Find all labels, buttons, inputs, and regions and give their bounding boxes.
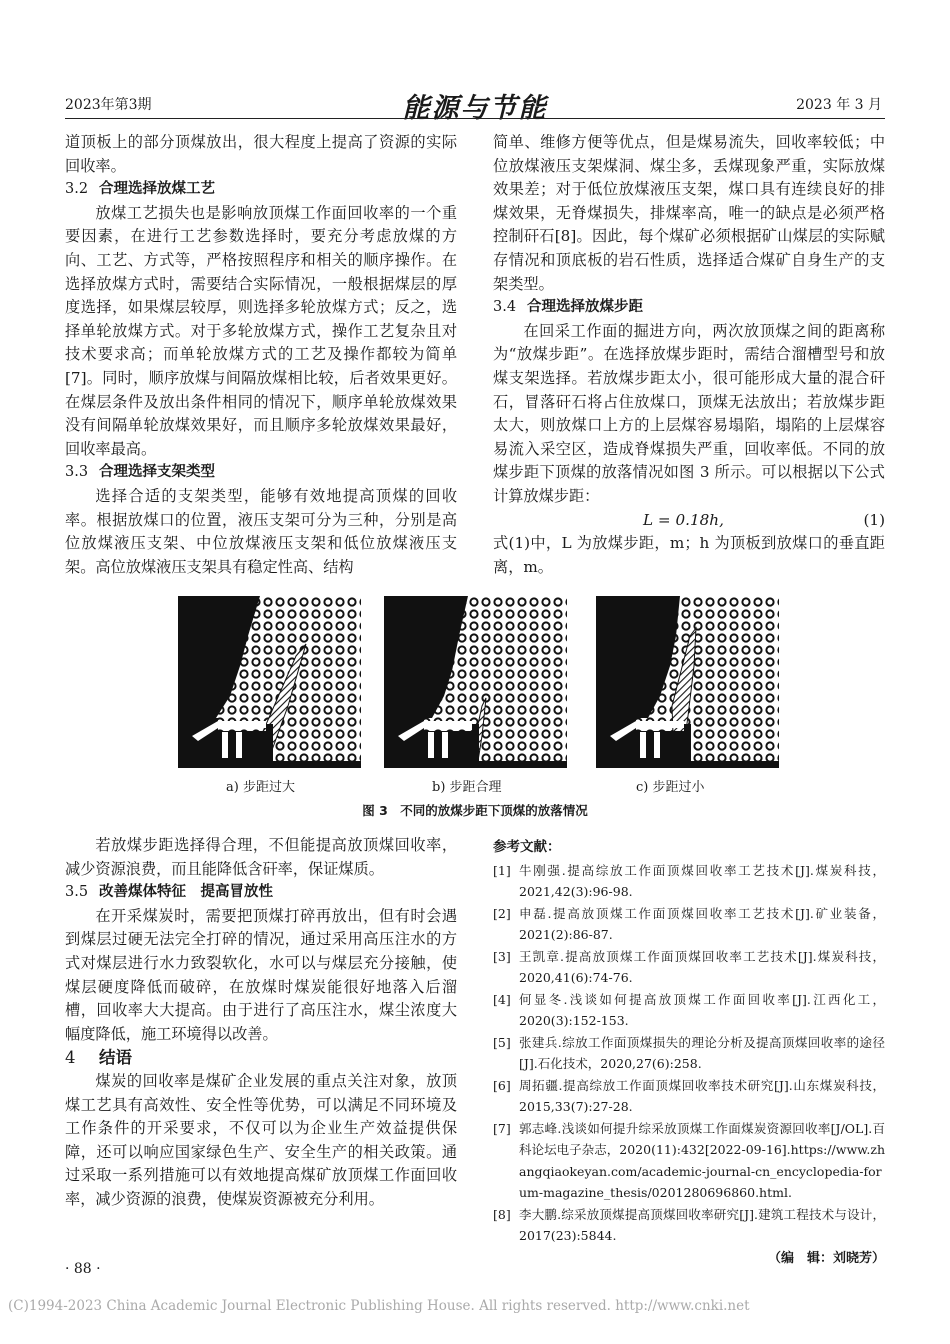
section-heading-4: 4 结语 xyxy=(65,1048,132,1068)
reference-item: [7] 郭志峰.浅谈如何提升综采放顶煤工作面煤炭资源回收率[J/OL].百科论坛电子杂志，2020(11):432[2022-09-16].https://www.zhangqiaokeyan.com/academic-journal-cn_encyclopedia-forum-magazine_thesis/0201280696860.html. xyxy=(493,1120,885,1201)
left-column-bottom xyxy=(65,834,457,1212)
paragraph: 放煤工艺损失也是影响放顶煤工作面回收率的一个重要因素，在进行工艺参数选择时，要充分考虑放煤的方向、工艺、方式等，严格按照程序和相关的顺序操作。在选择放煤方式时，需要结合实际情况，一般根据煤层的厚度选择，如果煤层较厚，则选择多轮放煤方式；反之，选择单轮放煤方式。对于多轮放煤方式，操作工艺复杂且对技术要求高；而单轮放煤方式的工艺及操作都较为简单[7]。同时，顺序放煤与间隔放煤相比较，后者效果更好。在煤层条件及放出条件相同的情况下，顺序单轮放煤效果没有间隔单轮放煤效果好，而且顺序多轮放煤效果最好，回收率最高。 xyxy=(65,203,457,458)
section-heading-3-2: 3.2 合理选择放煤工艺 xyxy=(65,181,215,198)
paragraph: 选择合适的支架类型，能够有效地提高顶煤的回收率。根据放煤口的位置，液压支架可分为三种，分别是高位放煤液压支架、中位放煤液压支架和低位放煤液压支架。高位放煤液压支架具有稳定性高、结构 xyxy=(65,486,457,576)
header-rule xyxy=(65,118,885,119)
page-number: · 88 · xyxy=(65,1261,101,1277)
paragraph: 在开采煤炭时，需要把顶煤打碎再放出，但有时会遇到煤层过硬无法完全打碎的情况，通过采用高压注水的方式对煤层进行水力致裂软化，水可以与煤层充分接触，使煤层硬度降低而破碎，在放煤时煤炭能很好地落入后溜槽，回收率大大提高。由于进行了高压注水，煤尘浓度大幅度降低，施工环境得以改善。 xyxy=(65,906,457,1043)
left-column-top xyxy=(65,131,457,579)
paragraph: 煤炭的回收率是煤矿企业发展的重点关注对象，放顶煤工艺具有高效性、安全性等优势，可以满足不同环境及工作条件的开采要求，不仅可以为企业生产效益提供保障，还可以响应国家绿色生产、安全生产的相关政策。通过采取一系列措施可以有效地提高煤矿放顶煤工作面回收率，减少资源的浪费，使煤炭资源被充分利用。 xyxy=(65,1071,457,1208)
reference-item: [1] 牛刚强.提高综放工作面顶煤回收率工艺技术[J].煤炭科技，2021,42(3):96-98. xyxy=(493,862,885,900)
paragraph: 道顶板上的部分顶煤放出，很大程度上提高了资源的实际回收率。 xyxy=(65,133,457,175)
paragraph: 在回采工作面的掘进方向，两次放顶煤之间的距离称为“放煤步距”。在选择放煤步距时，需结合溜槽型号和放煤支架选择。若放煤步距太小，很可能形成大量的混合矸石，冒落矸石将占住放煤口，顶煤无法放出；若放煤步距太大，则放煤口上方的上层煤容易塌陷，塌陷的上层煤容易流入采空区，造成脊煤损失严重，回收率低。不同的放煤步距下顶煤的放落情况如图 3 所示。可以根据以下公式计算放煤步距： xyxy=(493,321,885,505)
reference-item: [3] 王凯章.提高放顶煤工作面顶煤回收率工艺技术[J].煤炭科技，2020,41(6):74-76. xyxy=(493,948,885,986)
figure-caption-a: a) 步距过大 xyxy=(226,780,295,795)
figure-panel-b xyxy=(384,596,567,768)
journal-masthead: 能源与节能 xyxy=(402,93,548,124)
reference-item: [6] 周拓疆.提高综放工作面顶煤回收率技术研究[J].山东煤炭科技，2015,33(7):27-28. xyxy=(493,1077,885,1115)
reference-item: [8] 李大鹏.综采放顶煤提高顶煤回收率研究[J].建筑工程技术与设计，2017(23):5844. xyxy=(493,1206,885,1244)
figure-panel-c xyxy=(596,596,779,768)
editor-note: （编 辑：刘晓芳） xyxy=(767,1250,885,1266)
reference-item: [5] 张建兵.综放工作面顶煤损失的理论分析及提高顶煤回收率的途径[J].石化技术，2020,27(6):258. xyxy=(493,1034,885,1072)
section-heading-3-5: 3.5 改善煤体特征 提高冒放性 xyxy=(65,884,273,901)
section-heading-3-3: 3.3 合理选择支架类型 xyxy=(65,464,215,481)
paragraph: 若放煤步距选择得合理，不但能提高放顶煤回收率，减少资源浪费，而且能降低含矸率，保证煤质。 xyxy=(65,836,457,878)
figure-caption-b: b) 步距合理 xyxy=(432,780,502,795)
figure-title: 图 3 不同的放煤步距下顶煤的放落情况 xyxy=(362,803,588,818)
equation-note: 式(1)中，L 为放煤步距，m；h 为顶板到放煤口的垂直距离，m。 xyxy=(493,534,885,576)
equation-1: L = 0.18h, (1) xyxy=(643,510,885,529)
copyright-footer: (C)1994-2023 China Academic Journal Electronic Publishing House. All rights reserved. http://www.cnki.net xyxy=(8,1298,750,1314)
figure-caption-c: c) 步距过小 xyxy=(636,780,705,795)
section-heading-3-4: 3.4 合理选择放煤步距 xyxy=(493,299,643,316)
references xyxy=(493,836,885,1270)
references-title: 参考文献： xyxy=(493,839,561,855)
figure-panel-a xyxy=(178,596,361,768)
journal-date: 2023 年 3 月 xyxy=(796,97,882,113)
reference-item: [4] 何显冬.浅谈如何提高放顶煤工作面回收率[J].江西化工，2020(3):152-153. xyxy=(493,991,885,1029)
paragraph: 简单、维修方便等优点，但是煤易流失，回收率较低；中位放煤液压支架煤洞、煤尘多，丢煤现象严重，实际放煤效果差；对于低位放煤液压支架，煤口具有连续良好的排煤效果，无脊煤损失，排煤率高，唯一的缺点是必须严格控制矸石[8]。因此，每个煤矿必须根据矿山煤层的实际赋存情况和顶底板的岩石性质，选择适合煤矿自身生产的支架类型。 xyxy=(493,133,885,293)
journal-issue: 2023年第3期 xyxy=(65,97,152,113)
right-column-top xyxy=(493,131,885,579)
reference-item: [2] 申磊.提高放顶煤工作面顶煤回收率工艺技术[J].矿业装备，2021(2):86-87. xyxy=(493,905,885,943)
